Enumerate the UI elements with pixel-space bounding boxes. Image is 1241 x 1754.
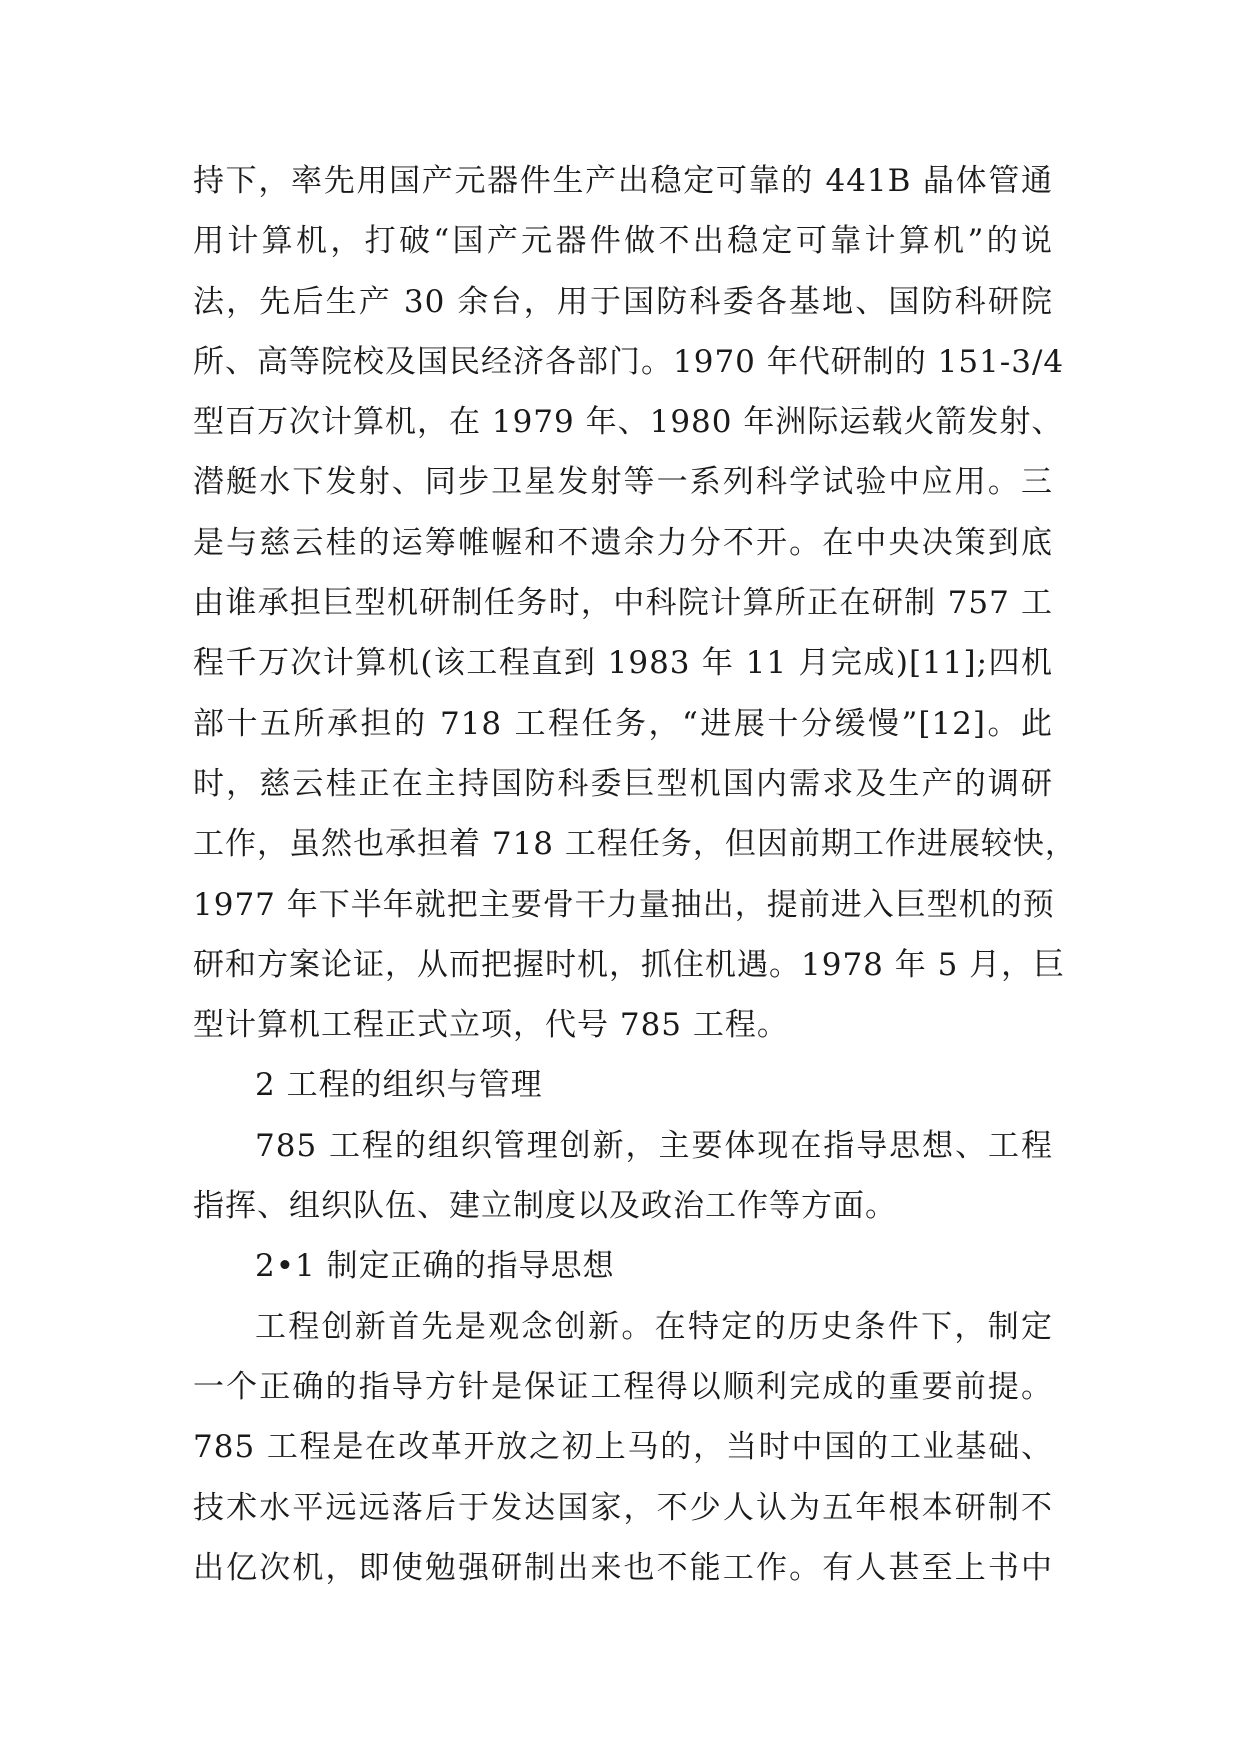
text-line: 785 工程是在改革开放之初上马的，当时中国的工业基础、: [193, 1429, 1053, 1466]
text-line: 出亿次机，即使勉强研制出来也不能工作。有人甚至上书中: [193, 1549, 1053, 1586]
text-line: 指挥、组织队伍、建立制度以及政治工作等方面。: [193, 1188, 897, 1225]
subsection-heading: 2•1 制定正确的指导思想: [255, 1248, 615, 1285]
text-line: 程千万次计算机(该工程直到 1983 年 11 月完成)[11];四机: [193, 645, 1053, 682]
text-line: 785 工程的组织管理创新，主要体现在指导思想、工程: [255, 1127, 1053, 1164]
text-line: 由谁承担巨型机研制任务时，中科院计算所正在研制 757 工: [193, 585, 1053, 622]
text-line: 是与慈云桂的运筹帷幄和不遗余力分不开。在中央决策到底: [193, 524, 1053, 561]
text-line: 工作，虽然也承担着 718 工程任务，但因前期工作进展较快，: [193, 826, 1077, 863]
text-line: 时，慈云桂正在主持国防科委巨型机国内需求及生产的调研: [193, 765, 1053, 802]
text-line: 持下，率先用国产元器件生产出稳定可靠的 441B 晶体管通: [193, 163, 1053, 199]
text-line: 工程创新首先是观念创新。在特定的历史条件下，制定: [255, 1308, 1053, 1345]
section-heading: 2 工程的组织与管理: [255, 1067, 543, 1104]
body-text: [193, 151, 1077, 1598]
text-line: 1977 年下半年就把主要骨干力量抽出，提前进入巨型机的预: [193, 886, 1055, 923]
text-line: 一个正确的指导方针是保证工程得以顺利完成的重要前提。: [193, 1368, 1053, 1405]
text-line: 型百万次计算机，在 1979 年、1980 年洲际运载火箭发射、: [193, 404, 1064, 441]
text-line: 用计算机，打破“国产元器件做不出稳定可靠计算机”的说: [193, 223, 1053, 260]
text-line: 研和方案论证，从而把握时机，抓住机遇。1978 年 5 月，巨: [193, 946, 1066, 983]
text-line: 法，先后生产 30 余台，用于国防科委各基地、国防科研院: [193, 283, 1053, 320]
text-line: 所、高等院校及国民经济各部门。1970 年代研制的 151-3/4: [193, 343, 1065, 380]
text-line: 型计算机工程正式立项，代号 785 工程。: [193, 1007, 789, 1044]
text-line: 潜艇水下发射、同步卫星发射等一系列科学试验中应用。三: [193, 464, 1053, 501]
text-line: 部十五所承担的 718 工程任务，“进展十分缓慢”[12]。此: [193, 705, 1053, 742]
text-line: 技术水平远远落后于发达国家，不少人认为五年根本研制不: [193, 1489, 1053, 1526]
